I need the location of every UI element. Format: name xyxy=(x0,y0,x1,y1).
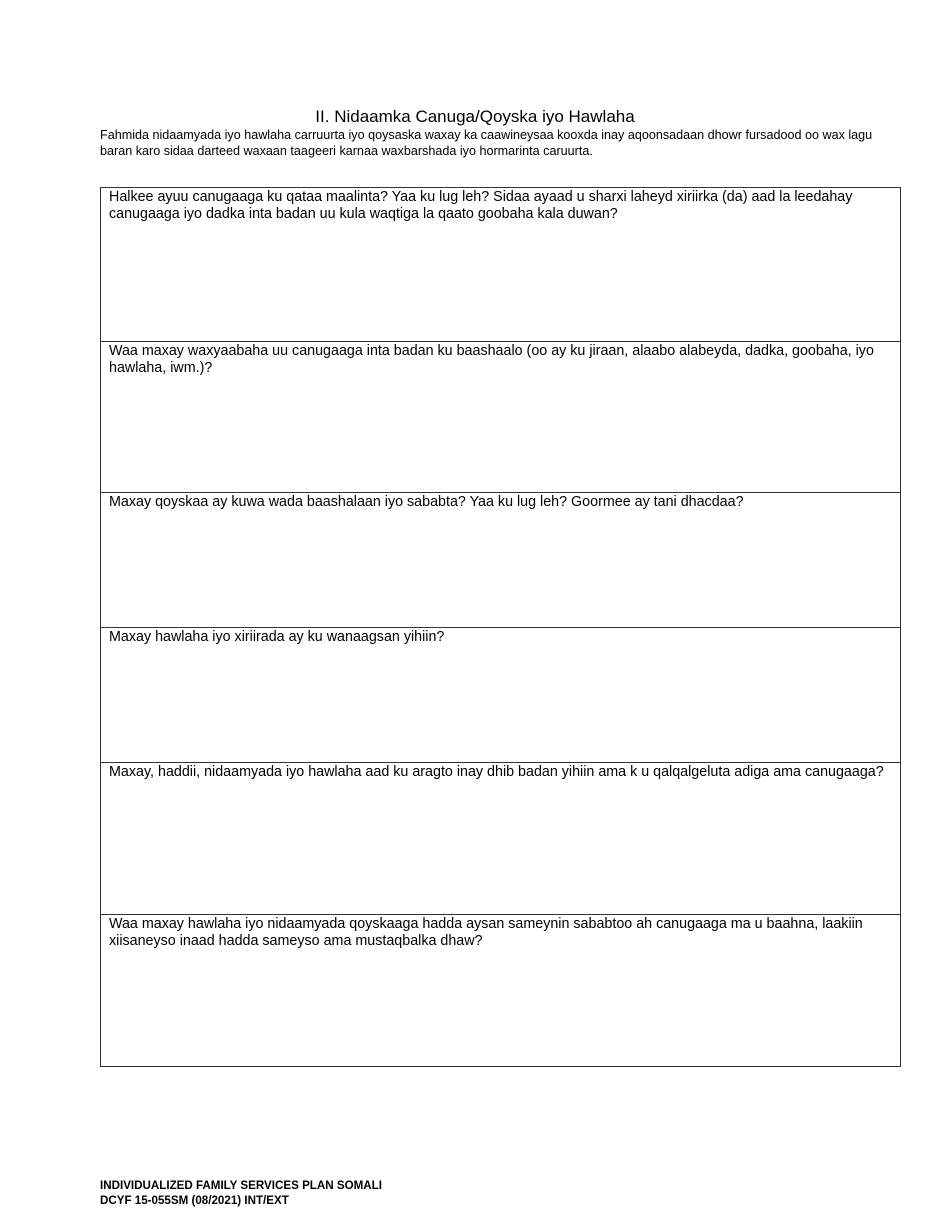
question-row-4[interactable] xyxy=(101,628,900,763)
question-text-4: Maxay hawlaha iyo xiriirada ay ku wanaagsan yihiin? xyxy=(109,629,445,645)
question-text-6: Waa maxay hawlaha iyo nidaamyada qoyskaaga hadda aysan sameynin sababtoo ah canugaaga ma u baahna, laakiin xiisaneyso inaad hadda sameyso ama mustaqbalka dhaw? xyxy=(109,916,863,949)
question-row-6[interactable] xyxy=(101,915,900,1066)
question-text-1: Halkee ayuu canugaaga ku qataa maalinta? Yaa ku lug leh? Sidaa ayaad u sharxi laheyd xiriirka (da) aad la leedahay canugaaga iyo dadka inta badan uu kula waqtiga la qaato goobaha kala duwan? xyxy=(109,189,853,222)
question-row-3[interactable] xyxy=(101,493,900,628)
page-title: II. Nidaamka Canuga/Qoyska iyo Hawlaha xyxy=(315,107,635,126)
intro-paragraph: Fahmida nidaamyada iyo hawlaha carruurta iyo qoysaska waxay ka caawineysaa kooxda inay aqoonsadaan dhowr fursadood oo wax lagu baran karo sidaa darteed waxaan taageeri karnaa waxbarshada iyo hormarinta caruurta. xyxy=(100,128,873,158)
footer-form-number: DCYF 15-055SM (08/2021) INT/EXT xyxy=(100,1193,289,1207)
question-text-3: Maxay qoyskaa ay kuwa wada baashalaan iyo sababta? Yaa ku lug leh? Goormee ay tani dhacdaa? xyxy=(109,494,744,510)
question-table xyxy=(100,187,901,1067)
question-text-5: Maxay, haddii, nidaamyada iyo hawlaha aad ku aragto inay dhib badan yihiin ama k u qalqalgeluta adiga ama canugaaga? xyxy=(109,764,884,780)
question-row-2[interactable] xyxy=(101,342,900,493)
question-row-1[interactable] xyxy=(101,188,900,342)
question-text-2: Waa maxay waxyaabaha uu canugaaga inta badan ku baashaalo (oo ay ku jiraan, alaabo alabeyda, dadka, goobaha, iyo hawlaha, iwm.)? xyxy=(109,343,874,376)
footer-form-name: INDIVIDUALIZED FAMILY SERVICES PLAN SOMALI xyxy=(100,1179,382,1192)
form-footer xyxy=(100,1179,382,1208)
question-row-5[interactable] xyxy=(101,763,900,915)
